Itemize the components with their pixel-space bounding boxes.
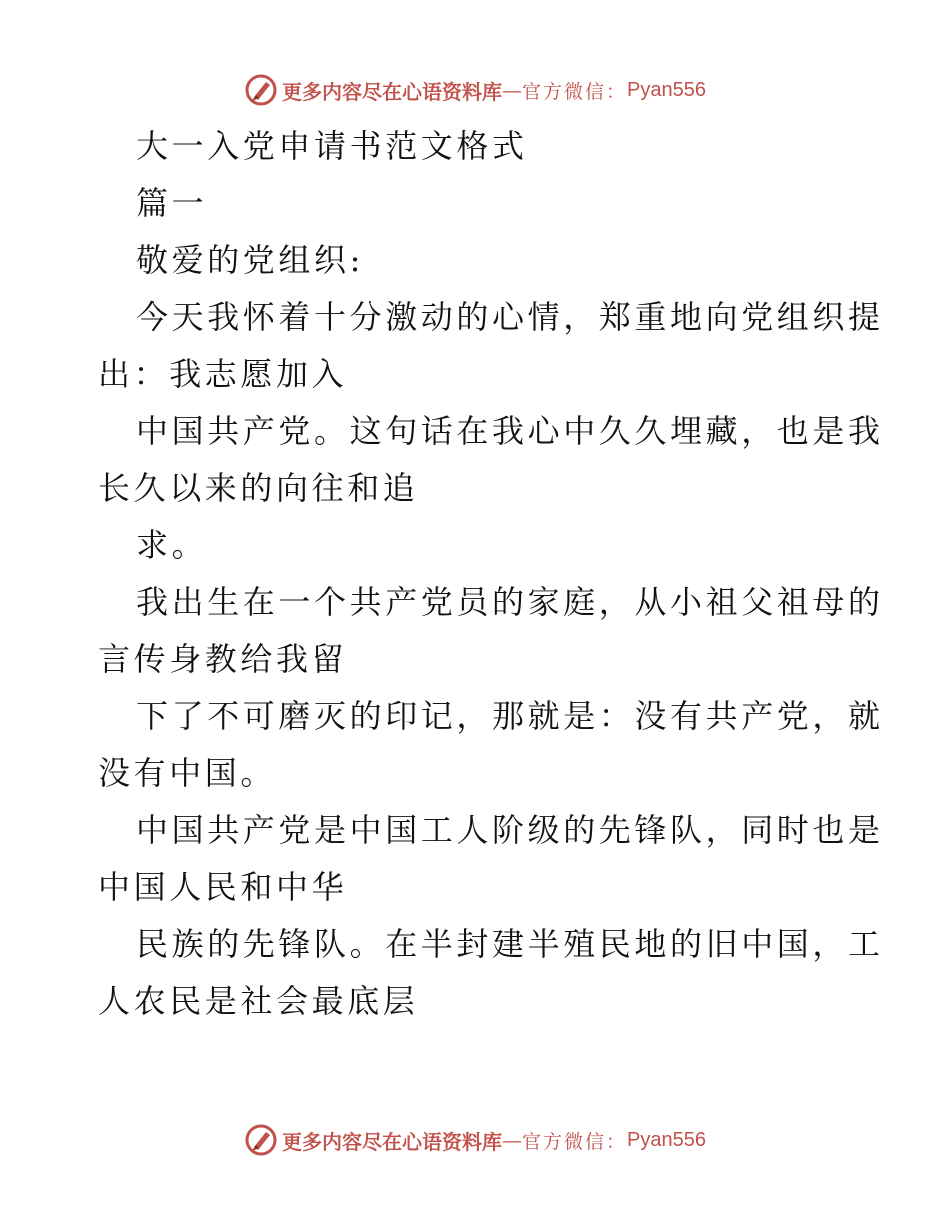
paragraph-line: 中国共产党。这句话在我心中久久埋藏，也是我 — [136, 412, 884, 450]
document-body — [98, 118, 884, 1030]
banner-contact-label: 官方微信： — [522, 80, 628, 103]
banner-contact-id: Pyan556 — [627, 1128, 706, 1151]
document-title: 大一入党申请书范文格式 — [136, 127, 528, 165]
paragraph-line: 民族的先锋队。在半封建半殖民地的旧中国，工 — [136, 925, 884, 963]
paragraph-line: 出：我志愿加入 — [98, 355, 348, 393]
banner-title: 更多内容尽在心语资料库 — [282, 79, 502, 104]
paragraph-line: 长久以来的向往和追 — [98, 469, 419, 507]
paragraph-line: 中国人民和中华 — [98, 868, 348, 906]
paragraph-line: 下了不可磨灭的印记，那就是：没有共产党，就 — [136, 697, 884, 735]
paragraph-line: 没有中国。 — [98, 754, 277, 792]
paragraph-line: 我出生在一个共产党员的家庭，从小祖父祖母的 — [136, 583, 884, 621]
footer-banner — [0, 1120, 950, 1160]
banner-title: 更多内容尽在心语资料库 — [282, 1129, 502, 1154]
pen-seal-icon — [244, 73, 278, 107]
pen-seal-icon — [244, 1123, 278, 1157]
banner-contact-id: Pyan556 — [627, 78, 706, 101]
paragraph-line: 中国共产党是中国工人阶级的先锋队，同时也是 — [136, 811, 884, 849]
paragraph-line: 言传身教给我留 — [98, 640, 348, 678]
paragraph-line: 求。 — [136, 526, 208, 564]
section-heading: 篇一 — [136, 184, 208, 222]
banner-separator: — — [502, 78, 522, 102]
paragraph-line: 今天我怀着十分激动的心情，郑重地向党组织提 — [136, 298, 884, 336]
header-banner — [0, 70, 950, 110]
salutation: 敬爱的党组织: — [136, 241, 364, 279]
banner-contact-label: 官方微信： — [522, 1130, 628, 1153]
paragraph-line: 人农民是社会最底层 — [98, 982, 419, 1020]
banner-separator: — — [502, 1128, 522, 1152]
